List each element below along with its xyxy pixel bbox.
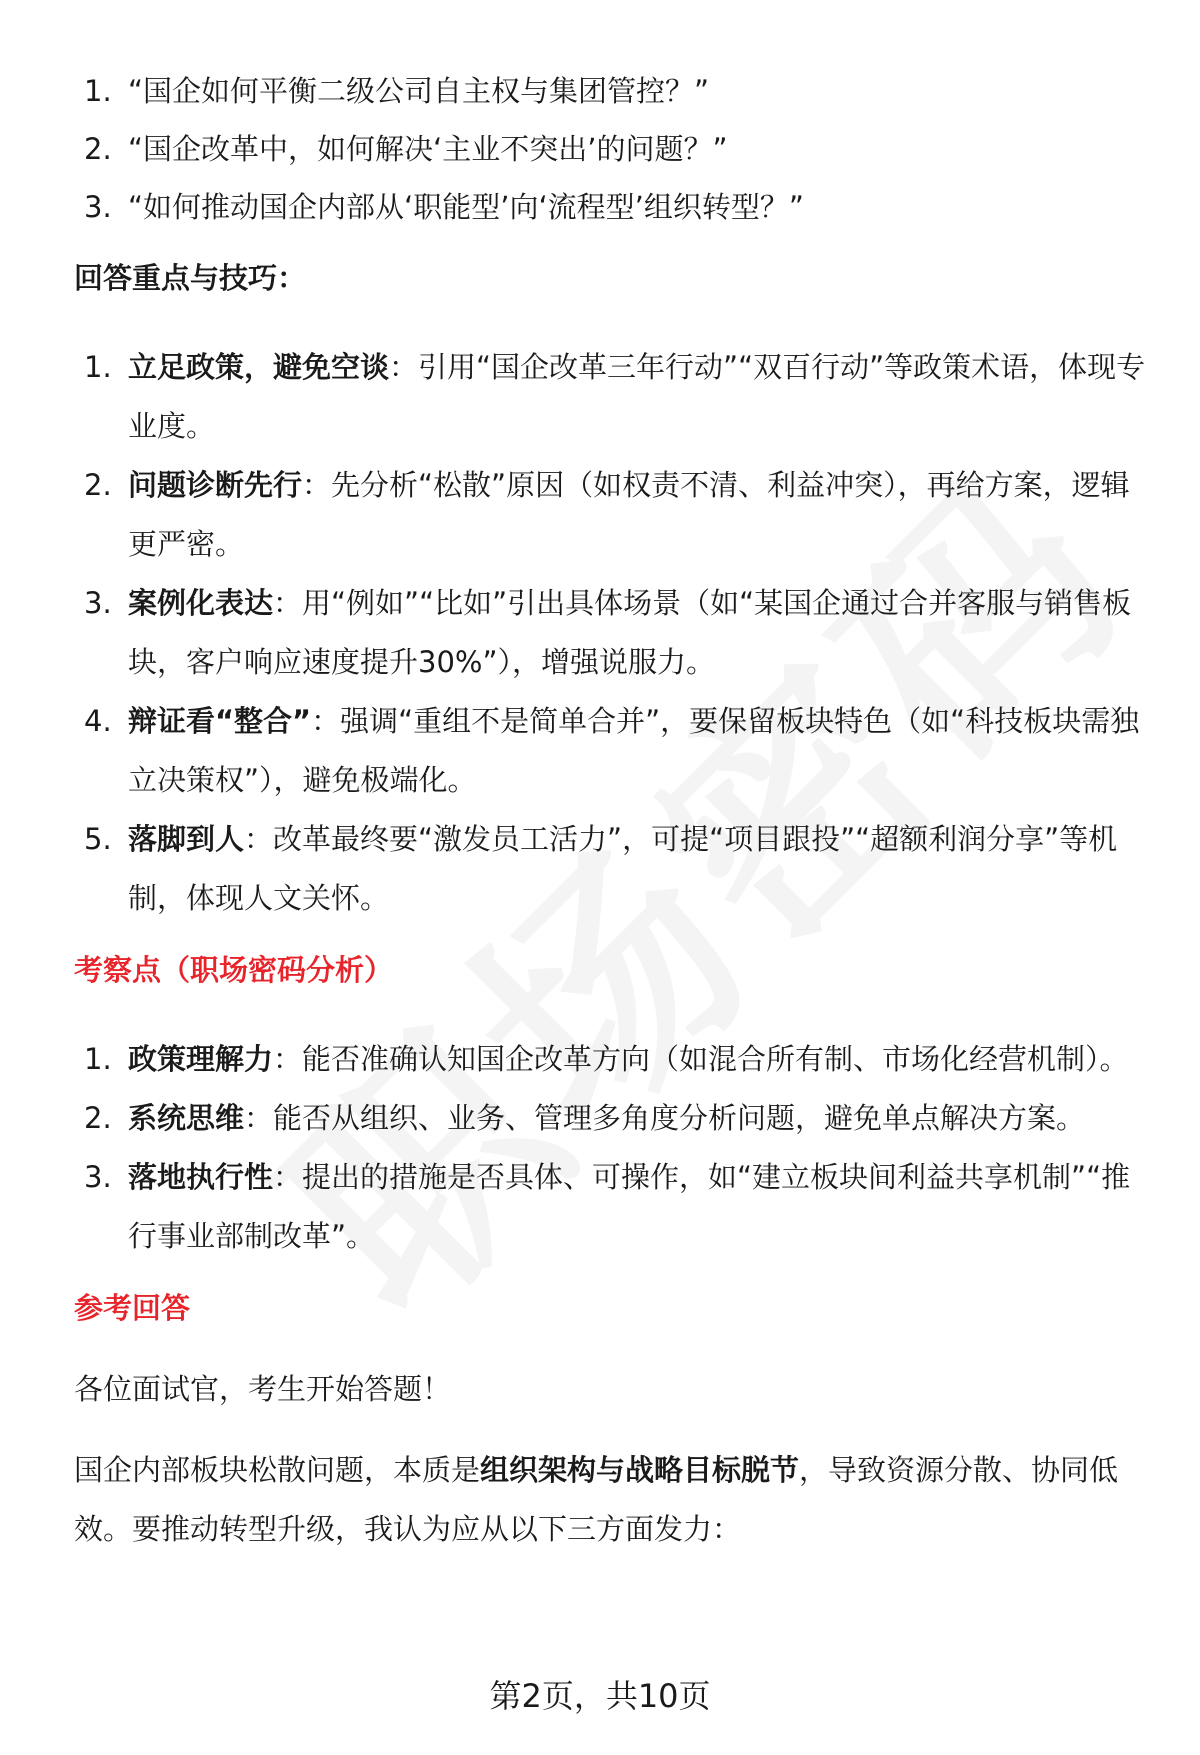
list-item: 1. “国企如何平衡二级公司自主权与集团管控？” [84, 74, 710, 108]
list-item: 4. 辩证看“整合”：强调“重组不是简单合并”，要保留板块特色（如“科技板块需独立决策权”），避免极端化。 [84, 704, 1140, 797]
list-item: 1. 政策理解力：能否准确认知国企改革方向（如混合所有制、市场化经营机制）。 [84, 1042, 1129, 1076]
list-item: 1. 立足政策，避免空谈：引用“国企改革三年行动”“双百行动”等政策术语，体现专业度。 [84, 350, 1146, 443]
tips-list [74, 338, 1154, 928]
page-number: 第2页，共10页 [489, 1677, 711, 1715]
list-item: 3. 案例化表达：用“例如”“比如”引出具体场景（如“某国企通过合并客服与销售板块，客户响应速度提升30%”），增强说服力。 [84, 586, 1132, 679]
list-item: 2. “国企改革中，如何解决‘主业不突出’的问题？” [84, 132, 728, 166]
answer-greeting: 各位面试官，考生开始答题！ [74, 1372, 452, 1406]
answer-paragraph: 国企内部板块松散问题，本质是组织架构与战略目标脱节，导致资源分散、协同低效。要推动转型升级，我认为应从以下三方面发力： [74, 1453, 1119, 1546]
answer-heading: 参考回答 [74, 1291, 191, 1325]
list-item: 2. 系统思维：能否从组织、业务、管理多角度分析问题，避免单点解决方案。 [84, 1101, 1086, 1135]
points-list [74, 1030, 1154, 1266]
tips-heading: 回答重点与技巧： [74, 261, 307, 295]
list-item: 5. 落脚到人：改革最终要“激发员工活力”，可提“项目跟投”“超额利润分享”等机制，体现人文关怀。 [84, 822, 1118, 915]
list-item: 2. 问题诊断先行：先分析“松散”原因（如权责不清、利益冲突），再给方案，逻辑更严密。 [84, 468, 1130, 561]
page-content [74, 62, 1154, 1559]
points-heading: 考察点（职场密码分析） [74, 953, 394, 987]
question-list [74, 62, 1154, 236]
list-item: 3. 落地执行性：提出的措施是否具体、可操作，如“建立板块间利益共享机制”“推行事业部制改革”。 [84, 1160, 1131, 1253]
list-item: 3. “如何推动国企内部从‘职能型’向‘流程型’组织转型？” [84, 190, 804, 224]
